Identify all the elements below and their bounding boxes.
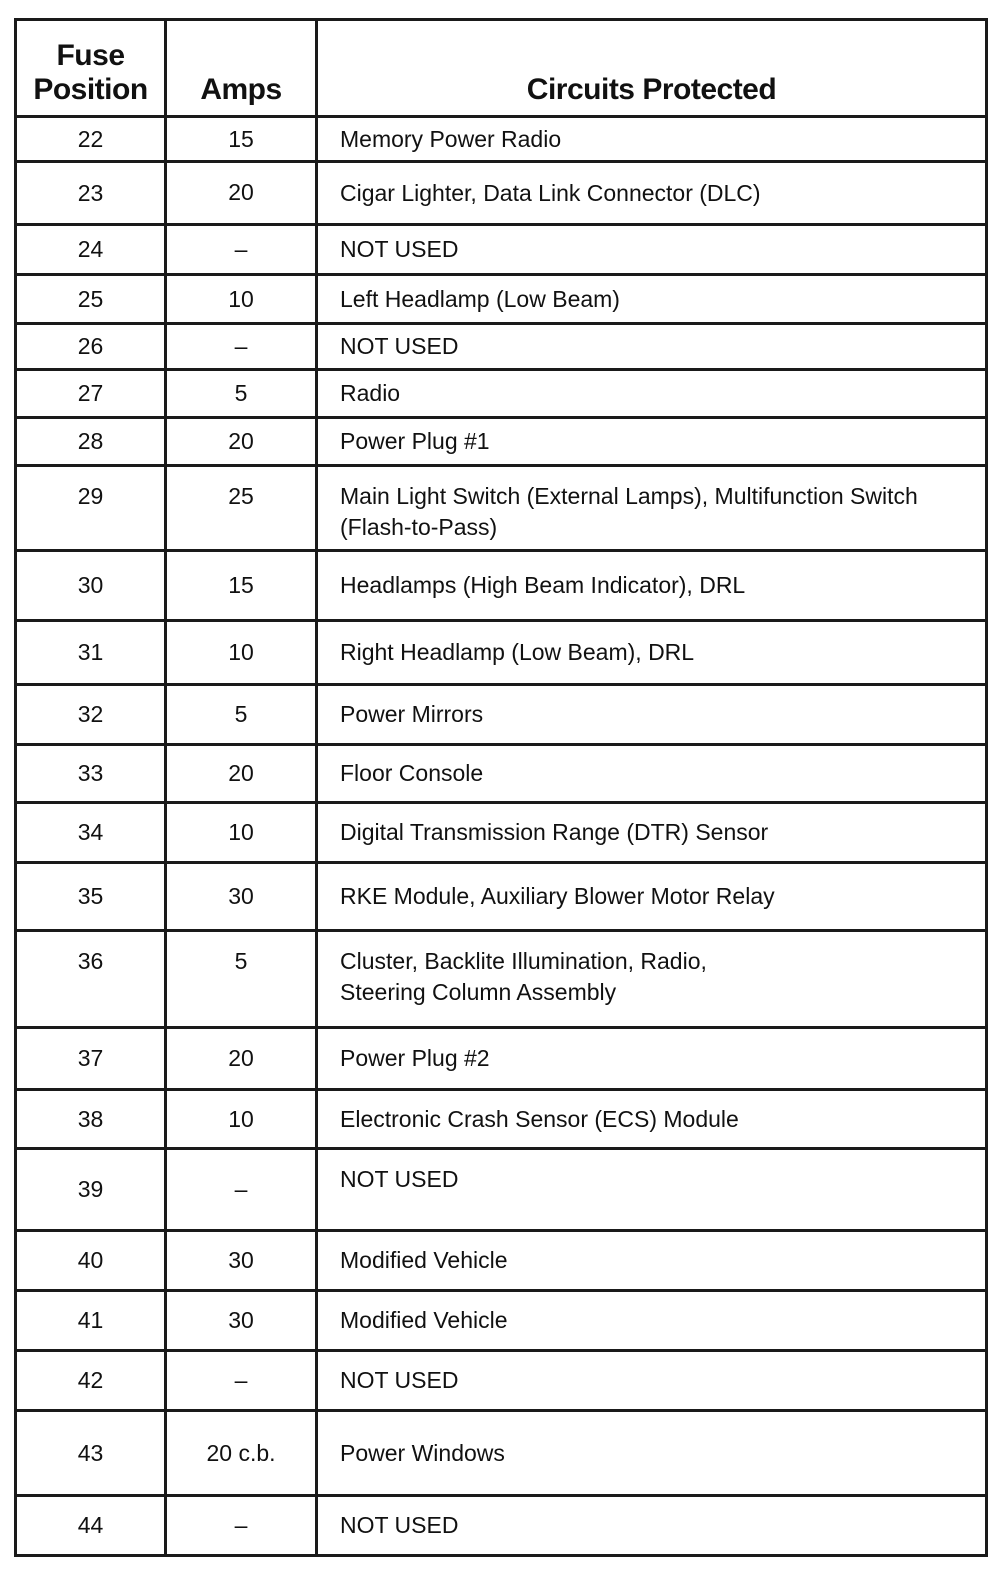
circuit-cell: Digital Transmission Range (DTR) Sensor <box>317 803 987 863</box>
fuse-position-cell: 25 <box>16 275 166 324</box>
circuit-cell: Radio <box>317 370 987 418</box>
fuse-position-cell: 29 <box>16 466 166 551</box>
amps-cell: – <box>166 1351 317 1411</box>
circuit-cell: NOT USED <box>317 225 987 275</box>
table-row <box>16 162 987 225</box>
fuse-position-cell: 38 <box>16 1090 166 1149</box>
fuse-position-cell: 23 <box>16 162 166 225</box>
fuse-position-cell: 43 <box>16 1411 166 1496</box>
table-row <box>16 1351 987 1411</box>
table-row <box>16 621 987 685</box>
amps-cell: 10 <box>166 1090 317 1149</box>
table-row <box>16 685 987 745</box>
fuse-table <box>14 18 988 1557</box>
fuse-position-cell: 30 <box>16 551 166 621</box>
fuse-position-cell: 27 <box>16 370 166 418</box>
amps-cell: – <box>166 1496 317 1556</box>
fuse-position-cell: 26 <box>16 324 166 370</box>
fuse-position-cell: 33 <box>16 745 166 803</box>
circuit-cell: Right Headlamp (Low Beam), DRL <box>317 621 987 685</box>
circuit-cell: Floor Console <box>317 745 987 803</box>
circuit-cell: Modified Vehicle <box>317 1291 987 1351</box>
fuse-position-cell: 22 <box>16 117 166 162</box>
amps-cell: 5 <box>166 685 317 745</box>
circuit-cell: Headlamps (High Beam Indicator), DRL <box>317 551 987 621</box>
fuse-position-cell: 37 <box>16 1028 166 1090</box>
fuse-position-cell: 40 <box>16 1231 166 1291</box>
table-row <box>16 551 987 621</box>
circuit-cell: NOT USED <box>317 1496 987 1556</box>
circuit-cell: Electronic Crash Sensor (ECS) Module <box>317 1090 987 1149</box>
circuit-cell: NOT USED <box>317 1149 987 1231</box>
amps-cell: 15 <box>166 117 317 162</box>
fuse-position-cell: 42 <box>16 1351 166 1411</box>
header-circuits-protected: Circuits Protected <box>317 20 987 117</box>
header-amps: Amps <box>166 20 317 117</box>
table-row <box>16 370 987 418</box>
table-row <box>16 1028 987 1090</box>
amps-cell: 30 <box>166 863 317 931</box>
table-row <box>16 745 987 803</box>
table-row <box>16 1496 987 1556</box>
circuit-cell: Left Headlamp (Low Beam) <box>317 275 987 324</box>
fuse-position-cell: 39 <box>16 1149 166 1231</box>
amps-cell: 10 <box>166 803 317 863</box>
fuse-position-cell: 31 <box>16 621 166 685</box>
fuse-position-cell: 36 <box>16 931 166 1028</box>
amps-cell: – <box>166 1149 317 1231</box>
circuit-cell: Power Windows <box>317 1411 987 1496</box>
table-row <box>16 803 987 863</box>
fuse-position-cell: 44 <box>16 1496 166 1556</box>
circuit-cell: Modified Vehicle <box>317 1231 987 1291</box>
table-row <box>16 117 987 162</box>
table-row <box>16 1090 987 1149</box>
circuit-cell: Power Plug #1 <box>317 418 987 466</box>
fuse-position-cell: 24 <box>16 225 166 275</box>
circuit-cell: NOT USED <box>317 1351 987 1411</box>
amps-cell: 30 <box>166 1231 317 1291</box>
table-row <box>16 1291 987 1351</box>
amps-cell: 10 <box>166 275 317 324</box>
circuit-cell: Cluster, Backlite Illumination, Radio, Steering Column Assembly <box>317 931 987 1028</box>
fuse-position-cell: 28 <box>16 418 166 466</box>
table-row <box>16 931 987 1028</box>
circuit-cell: NOT USED <box>317 324 987 370</box>
amps-cell: 25 <box>166 466 317 551</box>
table-row <box>16 275 987 324</box>
fuse-position-cell: 32 <box>16 685 166 745</box>
header-row <box>16 20 987 117</box>
table-row <box>16 1231 987 1291</box>
circuit-cell: Cigar Lighter, Data Link Connector (DLC) <box>317 162 987 225</box>
table-row <box>16 418 987 466</box>
amps-cell: 30 <box>166 1291 317 1351</box>
amps-cell: 5 <box>166 370 317 418</box>
header-fuse-position-line2: Position <box>33 73 148 106</box>
amps-cell: 20 <box>166 1028 317 1090</box>
amps-cell: 10 <box>166 621 317 685</box>
fuse-position-cell: 34 <box>16 803 166 863</box>
circuit-cell: Memory Power Radio <box>317 117 987 162</box>
amps-cell: – <box>166 324 317 370</box>
amps-cell: 20 c.b. <box>166 1411 317 1496</box>
header-fuse-position <box>16 20 166 117</box>
amps-cell: 20 <box>166 418 317 466</box>
amps-cell: – <box>166 225 317 275</box>
table-row <box>16 863 987 931</box>
circuit-cell: Power Mirrors <box>317 685 987 745</box>
table-row <box>16 225 987 275</box>
circuit-cell: RKE Module, Auxiliary Blower Motor Relay <box>317 863 987 931</box>
circuit-cell: Main Light Switch (External Lamps), Multifunction Switch (Flash-to-Pass) <box>317 466 987 551</box>
fuse-position-cell: 35 <box>16 863 166 931</box>
amps-cell: 5 <box>166 931 317 1028</box>
table-row <box>16 1149 987 1231</box>
header-fuse-position-line1: Fuse <box>56 39 125 72</box>
amps-cell: 20 <box>166 162 317 225</box>
table-row <box>16 1411 987 1496</box>
table-row <box>16 324 987 370</box>
fuse-position-cell: 41 <box>16 1291 166 1351</box>
table-row <box>16 466 987 551</box>
circuit-cell: Power Plug #2 <box>317 1028 987 1090</box>
amps-cell: 20 <box>166 745 317 803</box>
amps-cell: 15 <box>166 551 317 621</box>
